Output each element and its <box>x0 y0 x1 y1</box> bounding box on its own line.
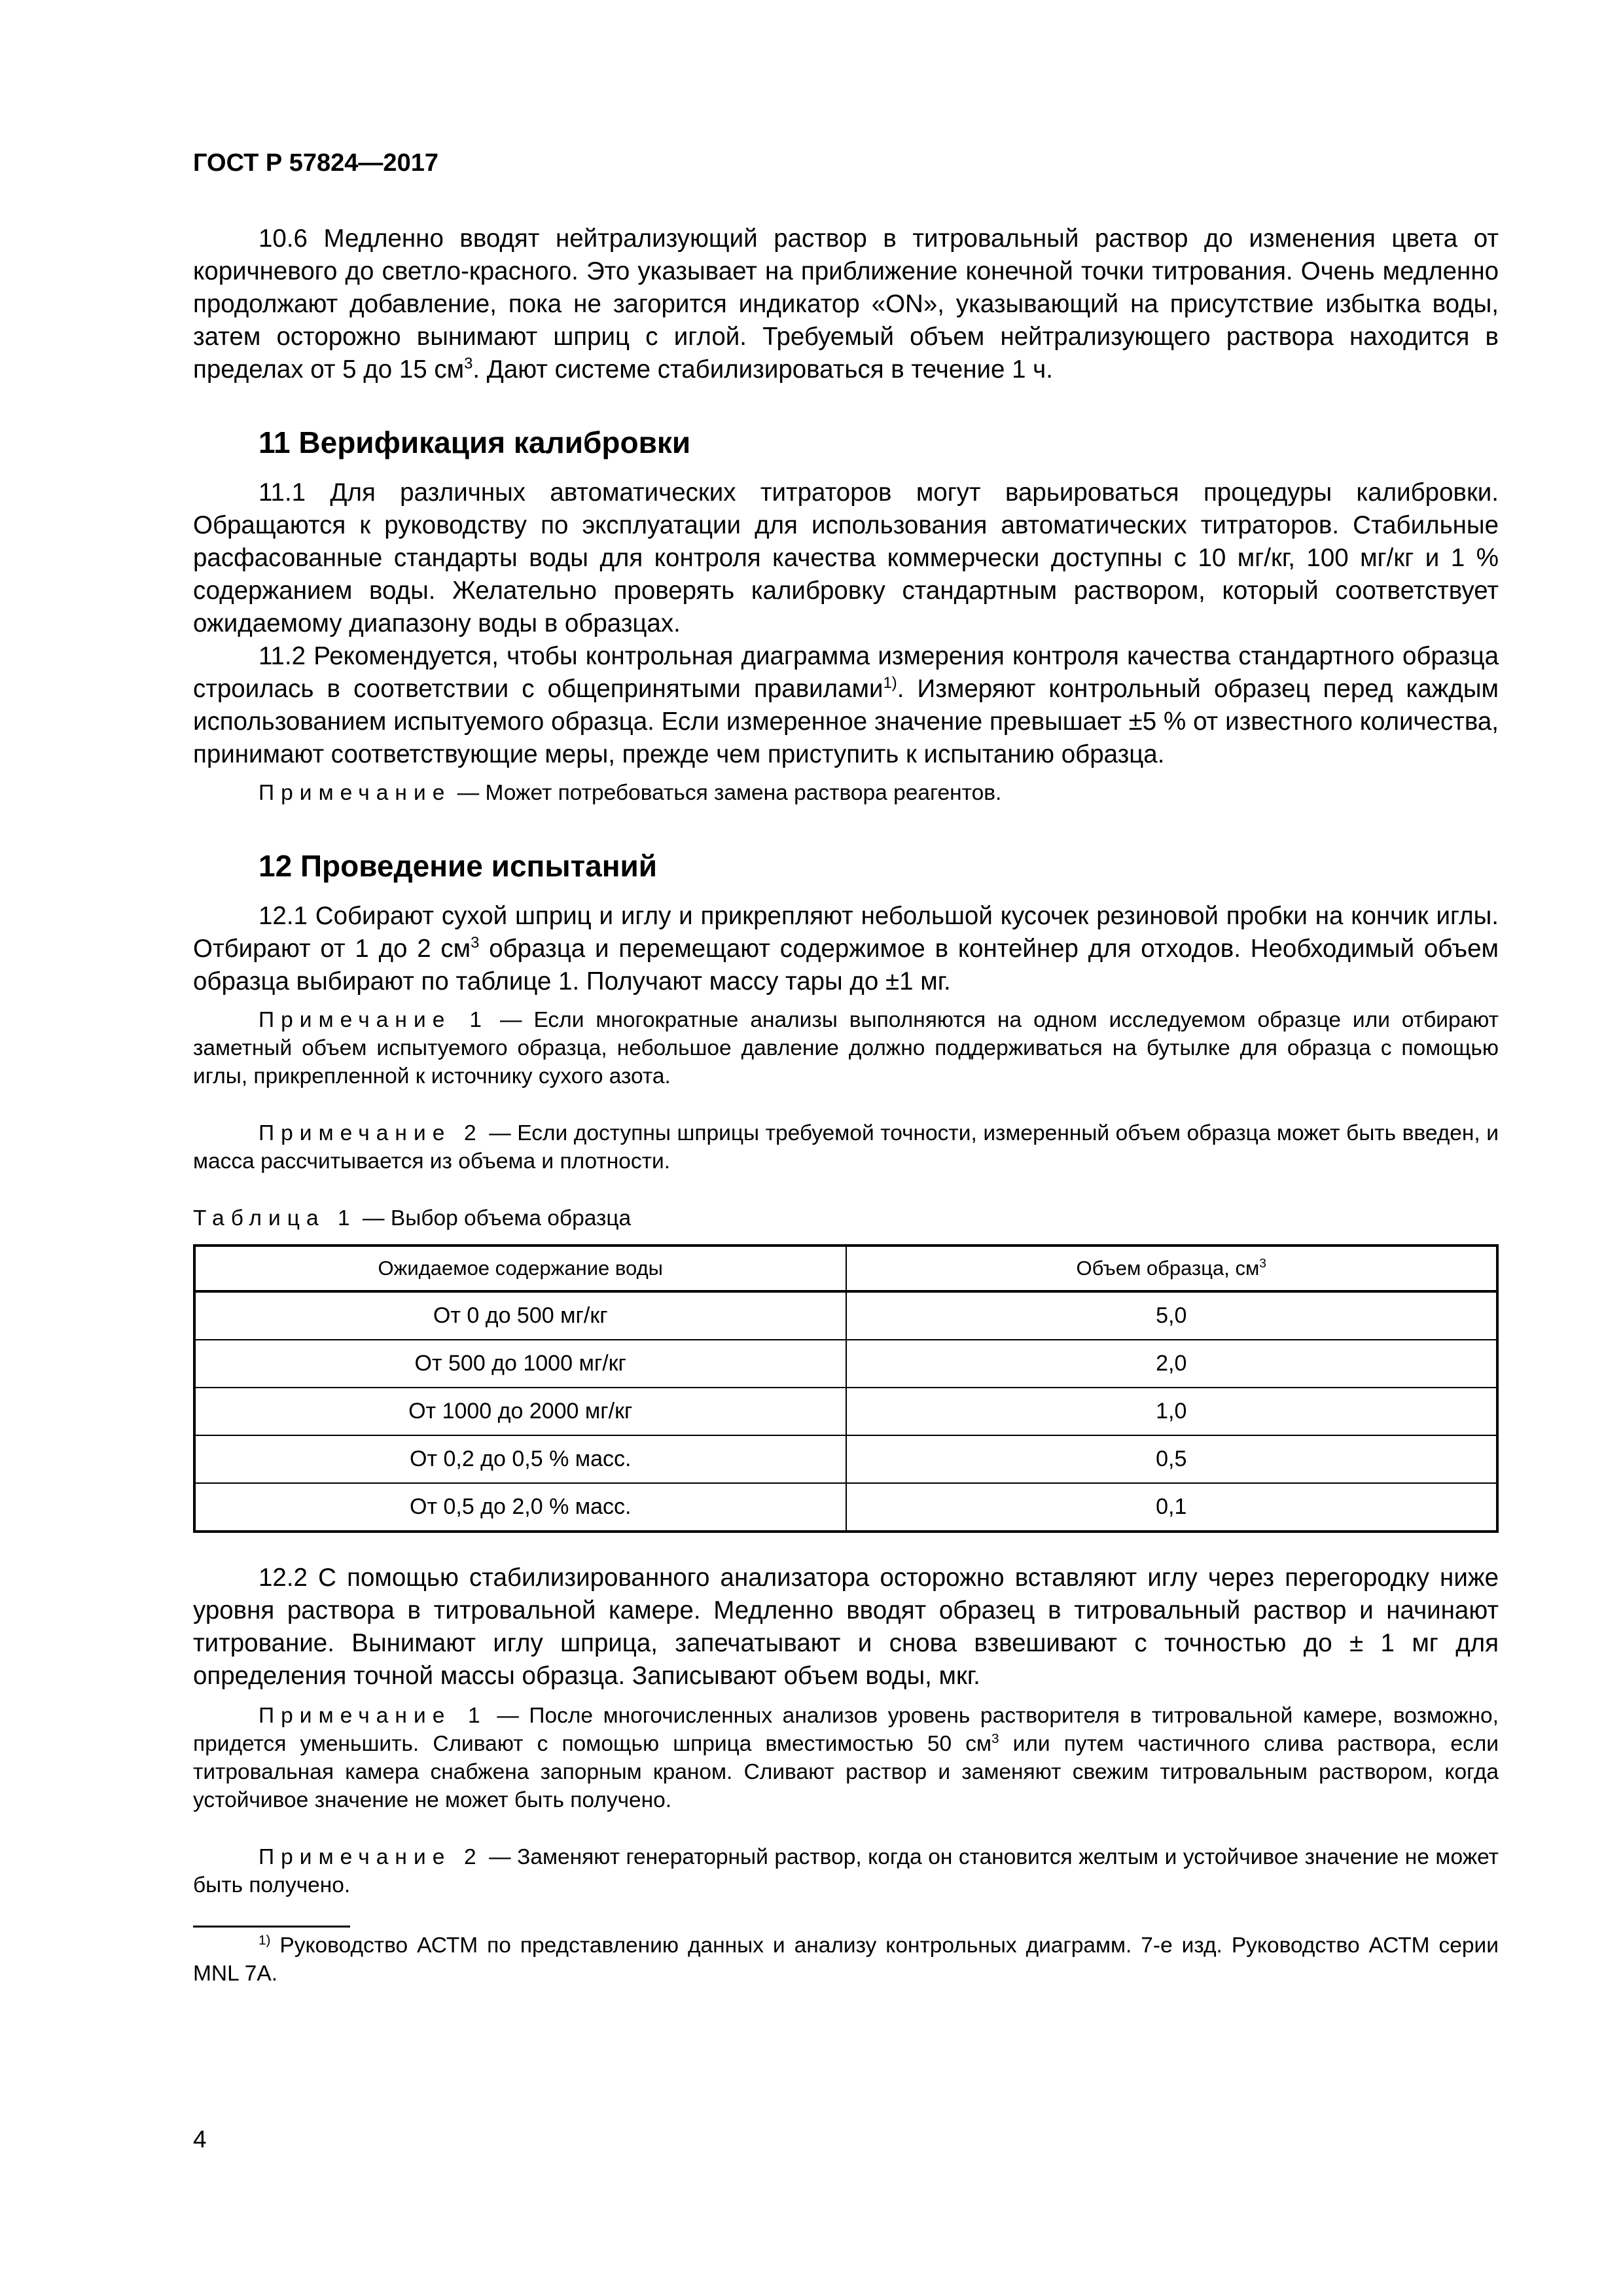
table-cell-volume: 5,0 <box>846 1291 1498 1340</box>
column-header-volume: Объем образца, $см^3$ <box>846 1246 1498 1291</box>
table-row <box>194 1483 1497 1532</box>
paragraph-11-1: 11.1 Для различных автоматических титраторов могут варьироваться процедуры калибровки. Обращаются к руководству по эксплуатации для использования автоматических титраторов. Стабильные расфасованные стандарты воды для контроля качества коммерчески доступны с 10 мг/кг, 100 мг/кг и 1 % содержанием воды. Желательно проверять калибровку стандартным раствором, который соответствует ожидаемому диапазону воды в образцах. <box>193 478 1499 637</box>
column-header-content: Ожидаемое содержание воды <box>194 1246 846 1291</box>
paragraph-12-2: 12.2 С помощью стабилизированного анализатора осторожно вставляют иглу через перегородку ниже уровня раствора в титровальной камере. Медленно вводят образец в титровальный раствор и начинают титрование. Вынимают иглу шприца, запечатывают и снова взвешивают с точностью до ± 1 мг для определения точной массы образца. Записывают объем воды, мкг. <box>193 1564 1499 1690</box>
note-12-2-1: Примечание 1 — После многочисленных анализов уровень растворителя в титровальной камере, возможно, придется уменьшить. Сливают с помощью шприца вместимостью 50 $см^3$ или путем частичного слива раствора, если титровальная камера снабжена запорным краном. Сливают раствор и заменяют свежим титровальным раствором, когда устойчивое значение не может быть получено. <box>193 1704 1499 1812</box>
note-12-1-1: Примечание 1 — Если многократные анализы выполняются на одном исследуемом образце или отбирают заметный объем испытуемого образца, небольшое давление должно поддерживаться на бутылке для образца с помощью иглы, прикрепленной к источнику сухого азота. <box>193 1008 1499 1088</box>
table-cell-content: От 1000 до 2000 мг/кг <box>194 1388 846 1435</box>
document-header: ГОСТ Р 57824—2017 <box>193 149 438 177</box>
table-cell-volume: 0,1 <box>846 1483 1498 1532</box>
table-cell-content: От 0 до 500 мг/кг <box>194 1291 846 1340</box>
table-row <box>194 1291 1497 1340</box>
table-row <box>194 1340 1497 1388</box>
page-number: 4 <box>193 2126 207 2153</box>
table-row <box>194 1388 1497 1435</box>
table-row <box>194 1435 1497 1483</box>
paragraph-10-6: 10.6 Медленно вводят нейтрализующий раствор в титровальный раствор до изменения цвета от коричневого до светло-красного. Это указывает на приближение конечной точки титрования. Очень медленно продолжают добавление, пока не загорится индикатор «ON», указывающий на присутствие избытка воды, затем осторожно вынимают шприц с иглой. Требуемый объем нейтрализующего раствора находится в пределах от 5 до 15 $см^3$. Дают системе стабилизироваться в течение 1 ч. <box>193 224 1499 384</box>
footnote-divider <box>193 1926 350 1928</box>
table-header-row <box>194 1246 1497 1291</box>
note-11: Примечание — Может потребоваться замена раствора реагентов. <box>259 781 1002 805</box>
table-cell-volume: 2,0 <box>846 1340 1498 1388</box>
note-12-1-2: Примечание 2 — Если доступны шприцы требуемой точности, измеренный объем образца может быть введен, и масса рассчитывается из объема и плотности. <box>193 1121 1499 1174</box>
paragraph-11-2: 11.2 Рекомендуется, чтобы контрольная диаграмма измерения контроля качества стандартного образца строилась в соответствии с общепринятыми правилами$^{1)}$. Измеряют контрольный образец перед каждым использованием испытуемого образца. Если измеренное значение превышает ±5 % от известного количества, принимают соответствующие меры, прежде чем приступить к испытанию образца. <box>193 642 1499 768</box>
table-cell-content: От 0,2 до 0,5 % масс. <box>194 1435 846 1483</box>
section-12-title: 12 Проведение испытаний <box>259 849 658 883</box>
note-12-2-2: Примечание 2 — Заменяют генераторный раствор, когда он становится желтым и устойчивое значение не может быть получено. <box>193 1845 1499 1897</box>
section-11-title: 11 Верификация калибровки <box>259 425 691 459</box>
table-cell-volume: 0,5 <box>846 1435 1498 1483</box>
table-cell-content: От 0,5 до 2,0 % масс. <box>194 1483 846 1532</box>
table-cell-content: От 500 до 1000 мг/кг <box>194 1340 846 1388</box>
table-1 <box>193 1244 1499 1533</box>
footnote: $^{1)}$ Руководство АСТМ по представлению данных и анализу контрольных диаграмм. 7-е изд. Руководство АСТМ серии MNL 7A. <box>193 1932 1499 1986</box>
paragraph-12-1: 12.1 Собирают сухой шприц и иглу и прикрепляют небольшой кусочек резиновой пробки на кончик иглы. Отбирают от 1 до 2 $см^3$ образца и перемещают содержимое в контейнер для отходов. Необходимый объем образца выбирают по таблице 1. Получают массу тары до ±1 мг. <box>193 902 1499 996</box>
table-cell-volume: 1,0 <box>846 1388 1498 1435</box>
table-1-caption: Таблица 1 — Выбор объема образца <box>193 1206 632 1230</box>
page-content <box>193 223 1499 1988</box>
